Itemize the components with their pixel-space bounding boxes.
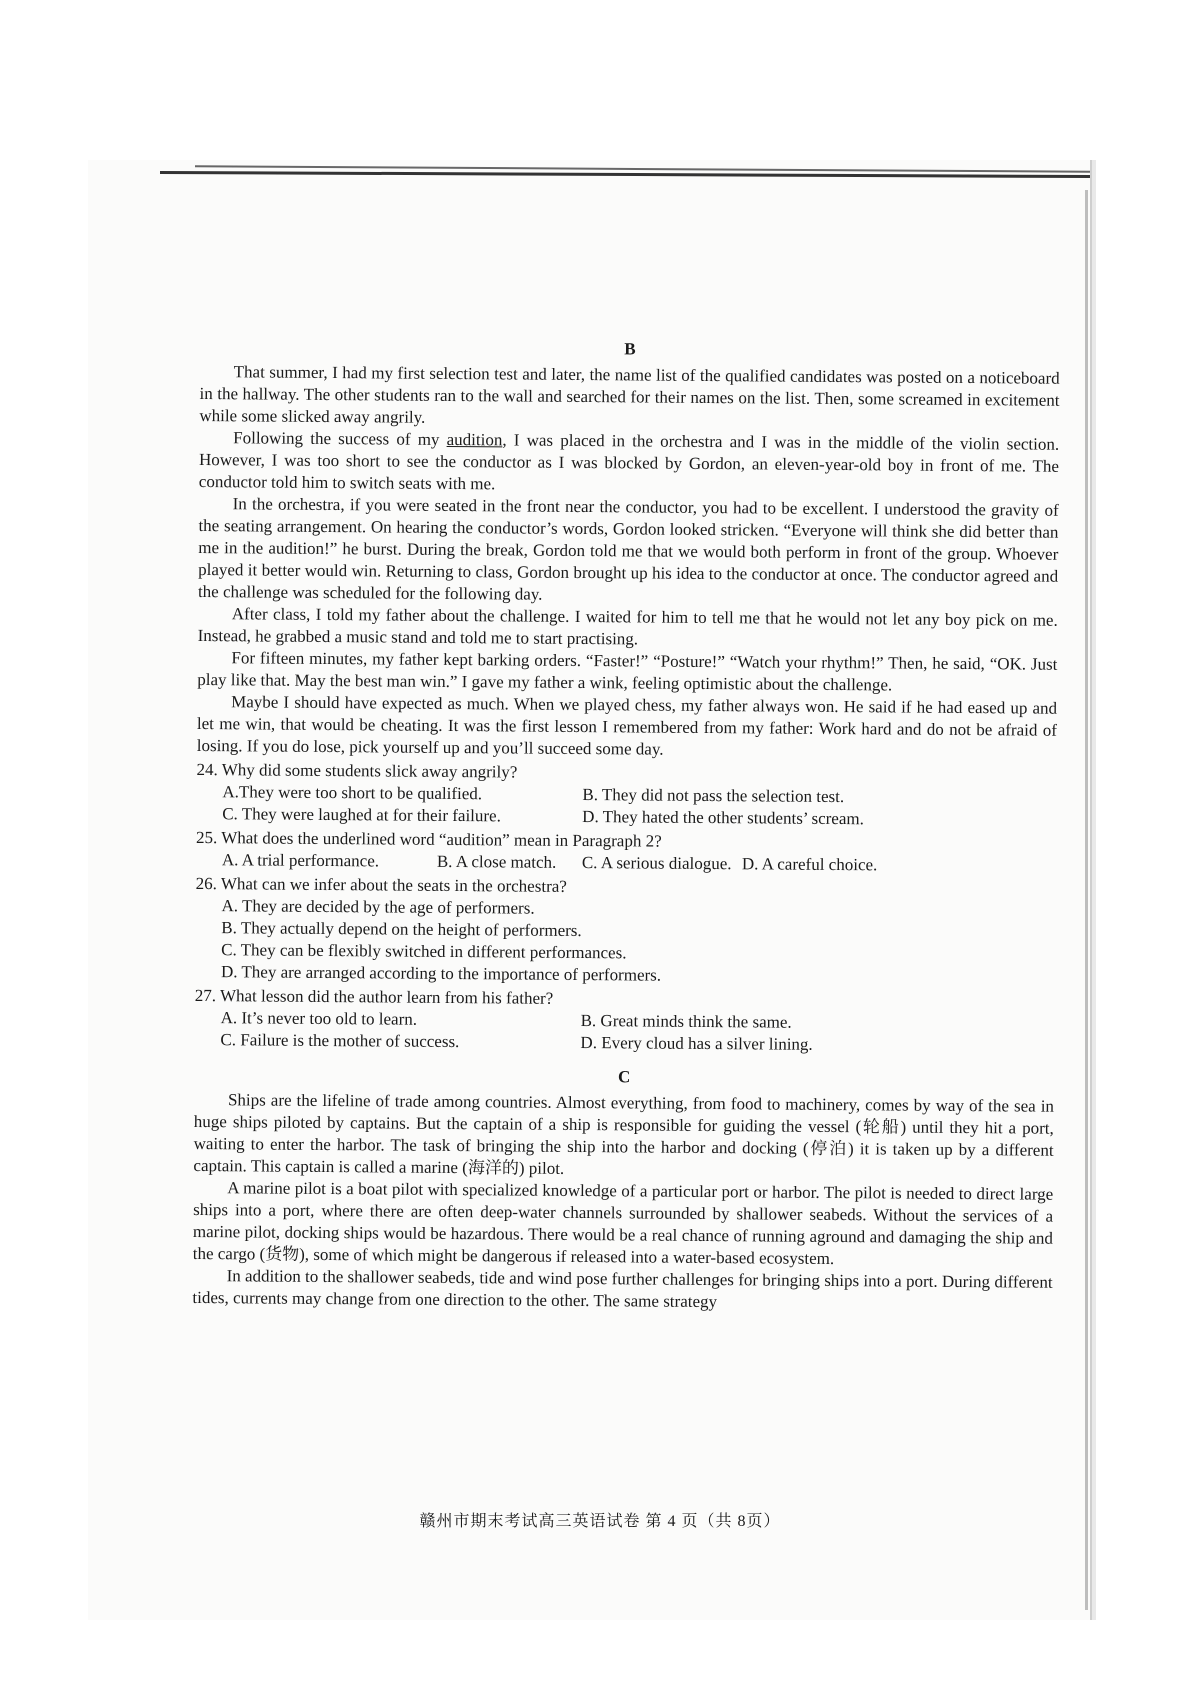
option-a: A. It’s never too old to learn. xyxy=(220,1008,418,1029)
passage-b-paragraph-4: After class, I told my father about the challenge. I waited for him to tell me that he would not let any boy pick on me. Instead, he grabbed a music stand and told me to start practising. xyxy=(197,604,1058,649)
option-d: D. They hated the other students’ scream. xyxy=(582,807,864,829)
question-26 xyxy=(195,873,1056,990)
passage-b-paragraph-1: That summer, I had my first selection test and later, the name list of the qualified candidates was posted on a noticeboard in the hallway. The other students ran to the wall and searched for their names on the list. Then, some screamed in excitement while some slicked away angrily. xyxy=(199,362,1060,427)
question-25 xyxy=(196,827,1056,878)
option-c: C. They can be flexibly switched in different performances. xyxy=(221,940,627,963)
option-b: B. They actually depend on the height of performers. xyxy=(221,918,582,941)
section-c-heading: C xyxy=(617,1067,631,1087)
option-a: A.They were too short to be qualified. xyxy=(222,782,483,804)
question-stem: 24. Why did some students slick away angrily? xyxy=(196,759,518,782)
option-c: C. They were laughed at for their failure. xyxy=(222,804,501,826)
option-a: A. A trial performance. xyxy=(221,850,380,871)
option-b: B. A close match. xyxy=(436,851,557,872)
option-d: D. They are arranged according to the importance of performers. xyxy=(220,962,662,985)
question-stem: 26. What can we infer about the seats in the orchestra? xyxy=(195,873,567,896)
paragraph-text: Following the success of my xyxy=(233,428,447,449)
passage-c-paragraph-1: Ships are the lifeline of trade among countries. Almost everything, from food to machinery, comes by way of the sea in huge ships piloted by captains. But the captain of a ship is responsible for guiding the vessel (轮船) until they hit a port, waiting to enter the harbor. The task of bringing the ship into the harbor and docking (停泊) it is taken up by a different captain. This captain is called a marine (海洋的) pilot. xyxy=(193,1090,1055,1178)
option-d: D. Every cloud has a silver lining. xyxy=(580,1033,813,1054)
question-27 xyxy=(194,985,1054,1058)
page-side-edge xyxy=(1085,190,1088,1610)
option-d: D. A careful choice. xyxy=(741,854,878,875)
question-options xyxy=(194,1007,1054,1058)
exam-content xyxy=(192,335,1060,1316)
question-options xyxy=(195,895,1056,990)
question-stem: 27. What lesson did the author learn from his father? xyxy=(194,985,554,1008)
question-options xyxy=(196,781,1056,832)
option-c: C. Failure is the mother of success. xyxy=(220,1030,460,1052)
passage-b-paragraph-3: In the orchestra, if you were seated in the front near the conductor, you had to be excellent. I understood the gravity of the seating arrangement. On hearing the conductor’s words, Gordon looked stricken. “Everyone will think she did better than me in the audition!” he burst. During the break, Gordon told me that we would both perform in front of the group. Whoever played it better would win. Returning to class, Gordon brought up his idea to the conductor at once. The conductor agreed and the challenge was scheduled for the following day. xyxy=(197,494,1059,604)
question-24 xyxy=(196,759,1056,832)
underlined-word-audition: audition xyxy=(446,429,503,450)
passage-c-paragraph-2: A marine pilot is a boat pilot with specialized knowledge of a particular port or harbor. The pilot is needed to direct large ships into a port, where there are often deep-water channels surrounded by shallower seabeds. Without the services of a marine pilot, docking ships would be hazardous. There would be a real chance of running aground and damaging the ship and the cargo (货物), some of which might be dangerous if released into a water-based ecosystem. xyxy=(192,1178,1054,1269)
passage-b-paragraph-6: Maybe I should have expected as much. When we played chess, my father always won. He said if he had eased up and let me win, that would be cheating. It was the first lesson I remembered from my father: Work hard and do not be afraid of losing. If you do lose, pick yourself up and you’ll succeed some day. xyxy=(196,692,1058,759)
option-a: A. They are decided by the age of performers. xyxy=(221,896,535,918)
page-footer: 赣州市期末考试高三英语试卷 第 4 页（共 8页） xyxy=(419,1513,781,1530)
passage-b-paragraph-2 xyxy=(199,427,1059,500)
passage-b-paragraph-5: For fifteen minutes, my father kept barking orders. “Faster!” “Posture!” “Watch your rhythm!” Then, he said, “OK. Just play like that. May the best man win.” I gave my father a wink, feeling optimistic about the challenge. xyxy=(197,648,1058,695)
option-b: B. Great minds think the same. xyxy=(580,1011,792,1032)
question-stem: 25. What does the underlined word “audition” mean in Paragraph 2? xyxy=(195,827,662,851)
passage-c-paragraph-3: In addition to the shallower seabeds, tide and wind pose further challenges for bringing ships into a port. During different tides, currents may change from one direction to the other. The same strategy xyxy=(192,1266,1053,1312)
section-b-heading: B xyxy=(624,339,636,359)
option-b: B. They did not pass the selection test. xyxy=(582,785,845,807)
paragraph-text: , I was placed in the orchestra and I was in the middle of the violin section. However, I was too short to see the conductor as I was blocked by Gordon, an eleven-year-old boy in front of me. The conductor told him to switch seats with me. xyxy=(198,430,1060,494)
option-c: C. A serious dialogue. xyxy=(581,853,732,874)
